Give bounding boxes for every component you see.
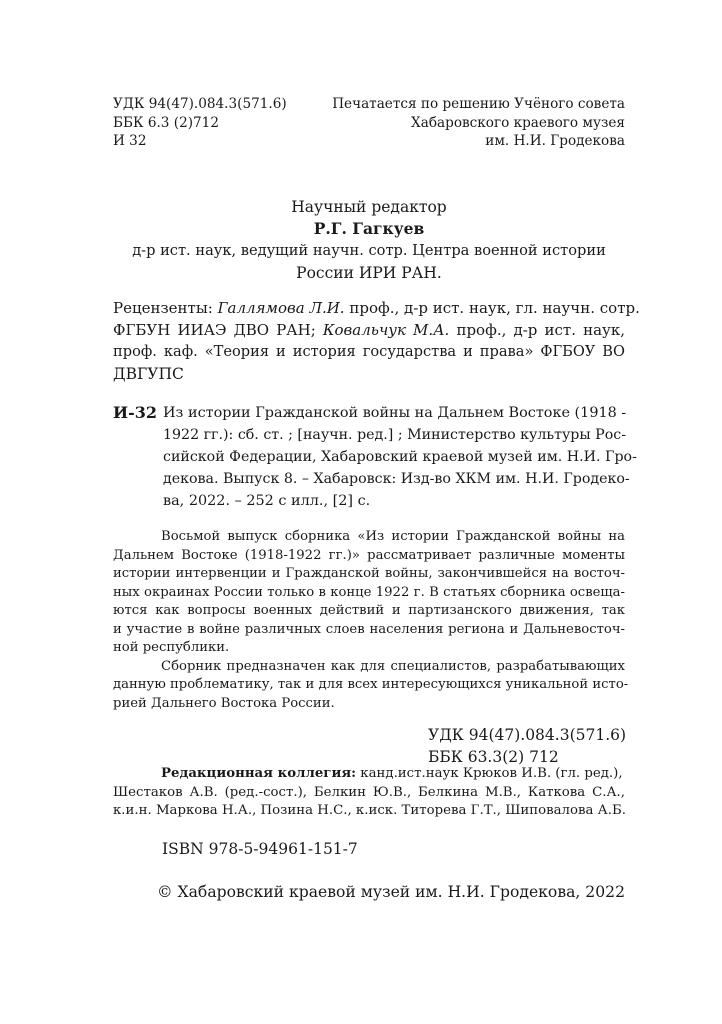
classification-udk: УДК 94(47).084.3(571.6)	[428, 726, 627, 744]
header-bbk: ББК 6.3 (2)712	[113, 114, 219, 131]
abstract-p1-line-2: Дальнем Востоке (1918-1922 гг.)» рассматривает различные моменты	[113, 547, 625, 563]
catalog-line-1: Из истории Гражданской войны на Дальнем Востоке (1918 -	[163, 405, 627, 421]
reviewers-line-3: проф. каф. «Теория и история государства и права» ФГБОУ ВО	[113, 343, 625, 360]
approval-line-1: Печатается по решению Учёного совета	[332, 96, 625, 112]
board-chief: канд.ист.наук Крюков И.В. (гл. ред.),	[360, 766, 623, 781]
abstract-p2-line-3: рией Дальнего Востока России.	[113, 695, 335, 711]
catalog-code: И-32	[113, 403, 158, 422]
abstract-p2-line-1: Сборник предназначен как для специалистов, разрабатывающих	[161, 658, 625, 674]
board-line-3: к.и.н. Маркова Н.А., Позина Н.С., к.иск. Титорева Г.Т., Шиповалова А.Б.	[113, 803, 626, 818]
reviewers-block	[113, 297, 640, 385]
reviewer-1-org: ФГБУН ИИАЭ ДВО РАН;	[113, 321, 316, 339]
editor-label: Научный редактор	[291, 198, 447, 216]
abstract-p1-line-4: ных окраинах России только в конце 1922 г. В статьях сборника освеща-	[113, 584, 625, 600]
board-line-2: Шестаков А.В. (ред.-сост.), Белкин Ю.В., Белкина М.В., Каткова С.А.,	[113, 784, 625, 800]
abstract-p1-line-3: истории интервенции и Гражданской войны, закончившейся на восточ-	[113, 566, 625, 581]
abstract-p1-line-7: ной республики.	[113, 640, 230, 655]
reviewers-label: Рецензенты:	[113, 299, 213, 317]
catalog-line-3: сийской Федерации, Хабаровский краевой музей им. Н.И. Гро-	[163, 449, 637, 465]
reviewers-line-4: ДВГУПС	[113, 365, 184, 383]
catalog-line-2: 1922 гг.): сб. ст. ; [научн. ред.] ; Министерство культуры Рос-	[163, 427, 626, 443]
abstract	[113, 528, 629, 713]
board-label: Редакционная коллегия:	[161, 766, 357, 781]
abstract-p1-line-1: Восьмой выпуск сборника «Из истории Гражданской войны на	[161, 529, 625, 544]
abstract-p2-line-2: данную проблематику, так и для всех интересующихся уникальной исто-	[113, 677, 629, 692]
approval-note	[332, 95, 625, 151]
editorial-board	[113, 765, 625, 821]
header-author-mark: И 32	[113, 133, 147, 149]
reviewer-2-name: Ковальчук М.А.	[322, 321, 450, 339]
catalog-entry	[163, 402, 637, 512]
editor-name: Р.Г. Гагкуев	[313, 219, 425, 238]
classification-codes	[428, 724, 626, 768]
abstract-p1-line-5: ются как вопросы военных действий и партизанского движения, так	[113, 603, 625, 618]
board-line-1	[113, 765, 625, 784]
reviewers-line-1	[113, 297, 640, 319]
approval-line-3: им. Н.И. Гродекова	[485, 133, 625, 149]
editor-title-line1: д-р ист. наук, ведущий научн. сотр. Центра военной истории	[132, 242, 606, 259]
reviewer-2-details: проф., д-р ист. наук,	[456, 321, 625, 339]
reviewers-line-2	[113, 319, 625, 341]
isbn: ISBN 978-5-94961-151-7	[162, 840, 358, 858]
catalog-line-4: декова. Выпуск 8. – Хабаровск: Изд-во ХКМ им. Н.И. Гродеко-	[163, 471, 630, 487]
copyright: © Хабаровский краевой музей им. Н.И. Гродекова, 2022	[156, 883, 625, 901]
approval-line-2: Хабаровского краевого музея	[411, 114, 625, 131]
classification-bbk: ББК 63.3(2) 712	[428, 748, 559, 766]
header-udk: УДК 94(47).084.3(571.6)	[113, 96, 287, 112]
editor-title-line2: России ИРИ РАН.	[296, 264, 442, 282]
catalog-line-5: ва, 2022. – 252 с илл., [2] с.	[163, 493, 371, 509]
abstract-p1-line-6: и участие в войне различных слоев населения региона и Дальневосточ-	[113, 621, 625, 637]
editor-block	[113, 196, 625, 284]
reviewer-1-details: проф., д-р ист. наук, гл. научн. сотр.	[349, 299, 640, 317]
reviewer-1-name: Галлямова Л.И.	[217, 299, 345, 317]
header-codes	[113, 95, 287, 151]
